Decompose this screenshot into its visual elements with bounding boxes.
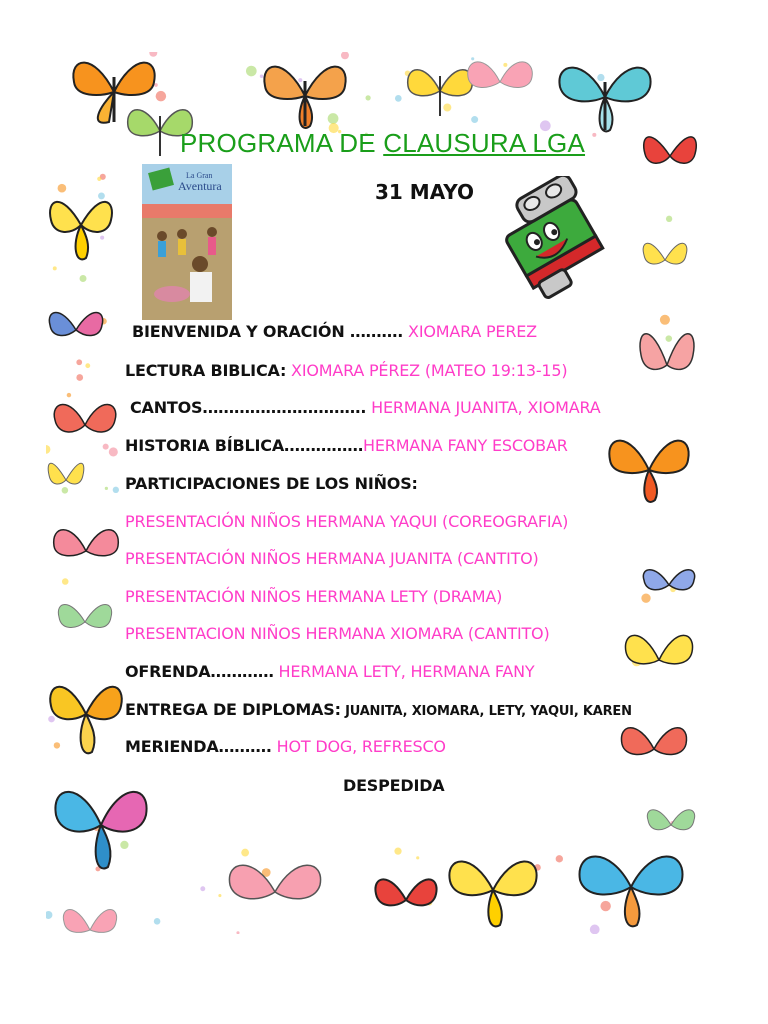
lego-mascot-image xyxy=(478,176,620,306)
book-title-large: Aventura xyxy=(178,179,222,193)
program-item xyxy=(132,322,537,341)
confetti-dot xyxy=(76,374,83,381)
program-item-value: HERMANA LETY, HERMANA FANY xyxy=(273,662,535,681)
butterfly-blue-icon xyxy=(46,300,106,360)
butterfly-yellow-icon xyxy=(46,180,116,270)
program-item-value: XIOMARA PÉREZ (MATEO 19:13-15) xyxy=(286,361,568,380)
butterfly-pink-icon xyxy=(46,516,126,586)
program-item xyxy=(125,512,568,531)
program-item xyxy=(125,361,567,380)
program-item xyxy=(125,474,418,493)
confetti-dot xyxy=(76,359,82,365)
program-item-label: ENTREGA DE DIPLOMAS: xyxy=(125,700,341,719)
program-date: 31 MAYO xyxy=(375,180,475,204)
butterfly-blue-icon xyxy=(640,560,698,610)
program-item xyxy=(125,587,502,606)
butterfly-orange-icon xyxy=(255,56,355,136)
program-item-label: MERIENDA………. xyxy=(125,737,272,756)
butterfly-red-icon xyxy=(616,714,692,784)
confetti-dot xyxy=(46,911,52,919)
program-item-value: XIOMARA PEREZ xyxy=(403,322,537,341)
butterfly-pink-icon xyxy=(60,900,120,934)
program-item-value: JUANITA, XIOMARA, LETY, YAQUI, KAREN xyxy=(340,704,632,719)
program-item-value: HERMANA JUANITA, XIOMARA xyxy=(366,398,601,417)
butterfly-yellow-icon xyxy=(620,620,698,700)
butterfly-blue-icon xyxy=(565,840,698,934)
butterfly-green-icon xyxy=(55,592,115,652)
program-item xyxy=(125,436,568,455)
program-item-value: PRESENTACIÓN NIÑOS HERMANA YAQUI (COREOGRAFIA) xyxy=(125,512,569,531)
program-item xyxy=(130,398,600,417)
confetti-dot xyxy=(85,363,90,368)
confetti-dot xyxy=(365,95,370,100)
butterfly-pink-icon xyxy=(636,310,698,420)
program-item-label: OFRENDA………… xyxy=(125,662,274,681)
program-item-value: PRESENTACIÓN NIÑOS HERMANA LETY (DRAMA) xyxy=(125,587,503,606)
butterfly-pink-icon xyxy=(460,52,540,112)
confetti-dot xyxy=(80,275,87,282)
closing-text: DESPEDIDA xyxy=(343,776,445,795)
confetti-dot xyxy=(666,216,672,222)
confetti-dot xyxy=(113,487,119,493)
butterfly-yellow-icon xyxy=(46,450,86,510)
butterfly-yellow-icon xyxy=(440,846,546,934)
program-item-label: BIENVENIDA Y ORACIÓN ………. xyxy=(132,322,404,341)
book-cover-image xyxy=(142,164,232,320)
program-item-value: HERMANA FANY ESCOBAR xyxy=(363,436,568,455)
program-item-value: PRESENTACION NIÑOS HERMANA XIOMARA (CANTITO) xyxy=(125,624,550,643)
butterfly-red-icon xyxy=(370,866,442,934)
title-text-2: CLAUSURA LGA xyxy=(383,128,586,158)
confetti-dot xyxy=(154,918,161,925)
butterfly-blue-icon xyxy=(46,770,156,880)
program-item xyxy=(125,700,632,719)
confetti-dot xyxy=(394,848,401,855)
title-text-1: PROGRAMA DE xyxy=(180,128,384,158)
butterfly-yellow-icon xyxy=(46,664,126,764)
program-item xyxy=(125,737,446,756)
butterfly-yellow-icon xyxy=(640,230,690,290)
program-item xyxy=(125,624,550,643)
confetti-dot xyxy=(416,856,419,859)
page-title xyxy=(180,128,585,159)
program-item xyxy=(125,662,535,681)
program-item-value: HOT DOG, REFRESCO xyxy=(271,737,446,756)
program-item-label: PARTICIPACIONES DE LOS NIÑOS: xyxy=(125,474,418,493)
confetti-dot xyxy=(105,487,108,490)
program-item-value: PRESENTACIÓN NIÑOS HERMANA JUANITA (CANTITO) xyxy=(125,549,539,568)
butterfly-red-icon xyxy=(640,116,700,196)
program-item xyxy=(125,549,539,568)
book-title-small: La Gran xyxy=(186,171,213,180)
program-item-label: LECTURA BIBLICA: xyxy=(125,361,287,380)
confetti-dot xyxy=(556,855,563,862)
program-item-label: HISTORIA BÍBLICA…………… xyxy=(125,436,364,455)
confetti-dot xyxy=(200,886,205,891)
butterfly-orange-icon xyxy=(600,430,698,510)
program-item-label: CANTOS…………………………. xyxy=(130,398,367,417)
butterfly-pink-icon xyxy=(220,850,330,934)
